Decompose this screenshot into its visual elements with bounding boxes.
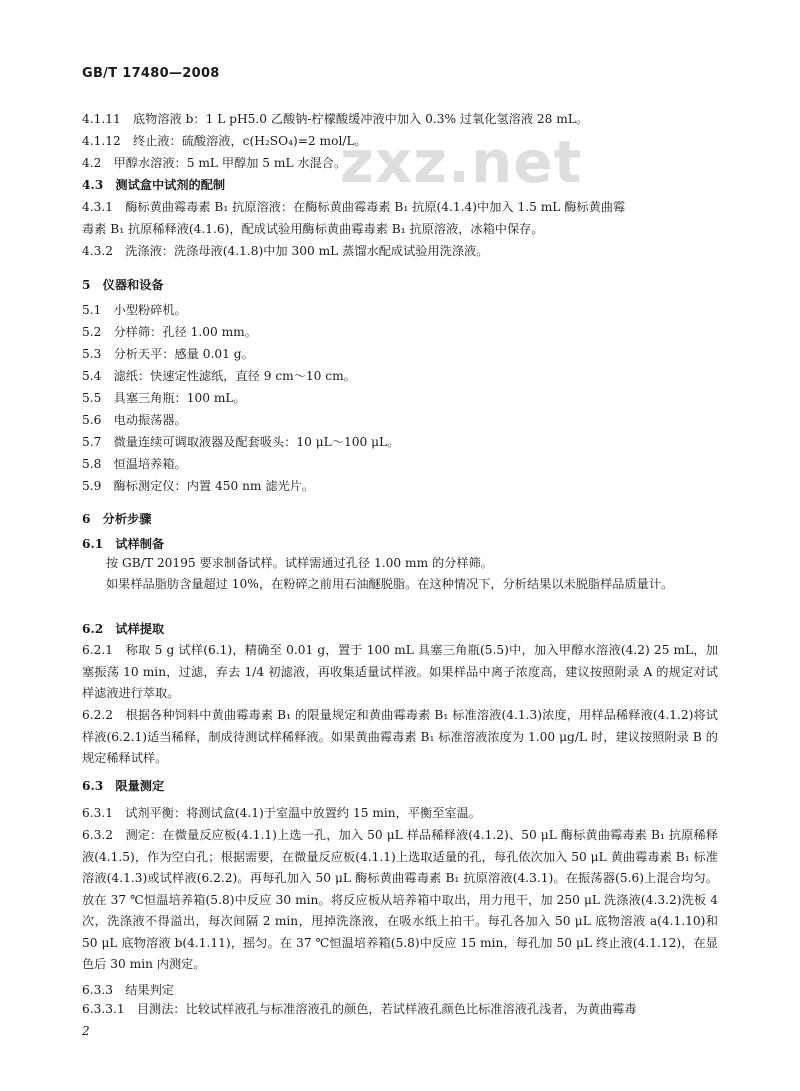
clause-4-1-11: 4.1.11 底物溶液 b：1 L pH5.0 乙酸钠-柠檬酸缓冲液中加入 0.3% 过氧化氢溶液 28 mL。 (82, 112, 589, 126)
clause-4-1-12: 4.1.12 终止液：硫酸溶液，c(H₂SO₄)=2 mol/L。 (82, 134, 367, 148)
clause-6-3-3-1: 6.3.3.1 目测法：比较试样液孔与标准溶液孔的颜色，若试样液孔颜色比标准溶液孔浅者，为黄曲霉毒 (82, 1002, 637, 1016)
item-5-4: 5.4 滤纸：快速定性滤纸，直径 9 cm～10 cm。 (82, 369, 356, 383)
clause-6-1-text-2: 如果样品脂肪含量超过 10%，在粉碎之前用石油醚脱脂。在这种情况下，分析结果以未脱脂样品质量计。 (106, 577, 674, 591)
item-5-5: 5.5 具塞三角瓶：100 mL。 (82, 391, 246, 405)
clause-6-3-1: 6.3.1 试剂平衡：将测试盒(4.1)于室温中放置约 15 min，平衡至室温。 (82, 806, 481, 820)
section-6-heading: 6 分析步骤 (82, 512, 152, 526)
clause-6-2-1: 6.2.1 称取 5 g 试样(6.1)，精确至 0.01 g，置于 100 mL 具塞三角瓶(5.5)中，加入甲醇水溶液(4.2) 25 mL，加塞振荡 10 min，过滤，弃去 1/4 初滤液，再收集适量试样液。如果样品中离子浓度高，建议按照附录 A 的规定对试样滤液进行萃取。 (82, 643, 718, 700)
clause-6-2-2: 6.2.2 根据各种饲料中黄曲霉毒素 B₁ 的限量规定和黄曲霉毒素 B₁ 标准溶液(4.1.3)浓度，用样品稀释液(4.1.2)将试样液(6.2.1)适当稀释，制成待测试样稀释液。如果黄曲霉毒素 B₁ 标准溶液浓度为 1.00 μg/L 时，建议按照附录 B 的规定稀释试样。 (82, 708, 718, 765)
item-5-2: 5.2 分样筛：孔径 1.00 mm。 (82, 325, 257, 339)
clause-6-1-heading: 6.1 试样制备 (82, 537, 165, 551)
clause-4-3-heading: 4.3 测试盒中试剂的配制 (82, 178, 226, 192)
clause-6-1-text-1: 按 GB/T 20195 要求制备试样。试样需通过孔径 1.00 mm 的分样筛。 (106, 556, 493, 570)
page-number: 2 (82, 1024, 90, 1038)
item-5-6: 5.6 电动振荡器。 (82, 413, 187, 427)
clause-4-3-1: 4.3.1 酶标黄曲霉毒素 B₁ 抗原溶液：在酶标黄曲霉毒素 B₁ 抗原(4.1.4)中加入 1.5 mL 酶标黄曲霉 (82, 200, 626, 214)
item-5-3: 5.3 分析天平：感量 0.01 g。 (82, 347, 254, 361)
item-5-7: 5.7 微量连续可调取液器及配套吸头：10 μL～100 μL。 (82, 435, 400, 449)
standard-number-header: GB/T 17480—2008 (82, 66, 220, 81)
item-5-8: 5.8 恒温培养箱。 (82, 457, 187, 471)
item-5-9: 5.9 酶标测定仪：内置 450 nm 滤光片。 (82, 479, 315, 493)
clause-4-2: 4.2 甲醇水溶液：5 mL 甲醇加 5 mL 水混合。 (82, 156, 347, 170)
clause-4-3-1-cont: 毒素 B₁ 抗原稀释液(4.1.6)，配成试验用酶标黄曲霉毒素 B₁ 抗原溶液，冰箱中保存。 (82, 222, 544, 236)
clause-6-3-3-heading: 6.3.3 结果判定 (82, 983, 174, 997)
clause-4-3-2: 4.3.2 洗涤液：洗涤母液(4.1.8)中加 300 mL 蒸馏水配成试验用洗涤液。 (82, 244, 489, 258)
section-5-heading: 5 仪器和设备 (82, 278, 164, 292)
clause-6-3-heading: 6.3 限量测定 (82, 779, 165, 793)
item-5-1: 5.1 小型粉碎机。 (82, 303, 187, 317)
clause-6-2-heading: 6.2 试样提取 (82, 622, 165, 636)
clause-6-3-2: 6.3.2 测定：在微量反应板(4.1.1)上选一孔，加入 50 μL 样品稀释液(4.1.2)、50 μL 酶标黄曲霉毒素 B₁ 抗原稀释液(4.1.5)，作为空白孔；根据需要，在微量反应板(4.1.1)上选取适量的孔，每孔依次加入 50 μL 黄曲霉毒素 B₁ 标准溶液(4.1.3)或试样液(6.2.2)。再每孔加入 50 μL 酶标黄曲霉毒素 B₁ 抗原溶液(4.3.1)。在振荡器(5.6)上混合均匀。放在 37 ℃恒温培养箱(5.8)中反应 30 min。将反应板从培养箱中取出，用力甩干，加 250 μL 洗涤液(4.3.2)洗板 4 次，洗涤液不得溢出，每次间隔 2 min，甩掉洗涤液，在吸水纸上拍干。每孔各加入 50 μL 底物溶液 a(4.1.10)和 50 μL 底物溶液 b(4.1.11)，摇匀。在 37 ℃恒温培养箱(5.8)中反应 15 min，每孔加 50 μL 终止液(4.1.12)，在显色后 30 min 内测定。 (82, 828, 718, 971)
watermark-logo: zxz.net (340, 128, 583, 196)
